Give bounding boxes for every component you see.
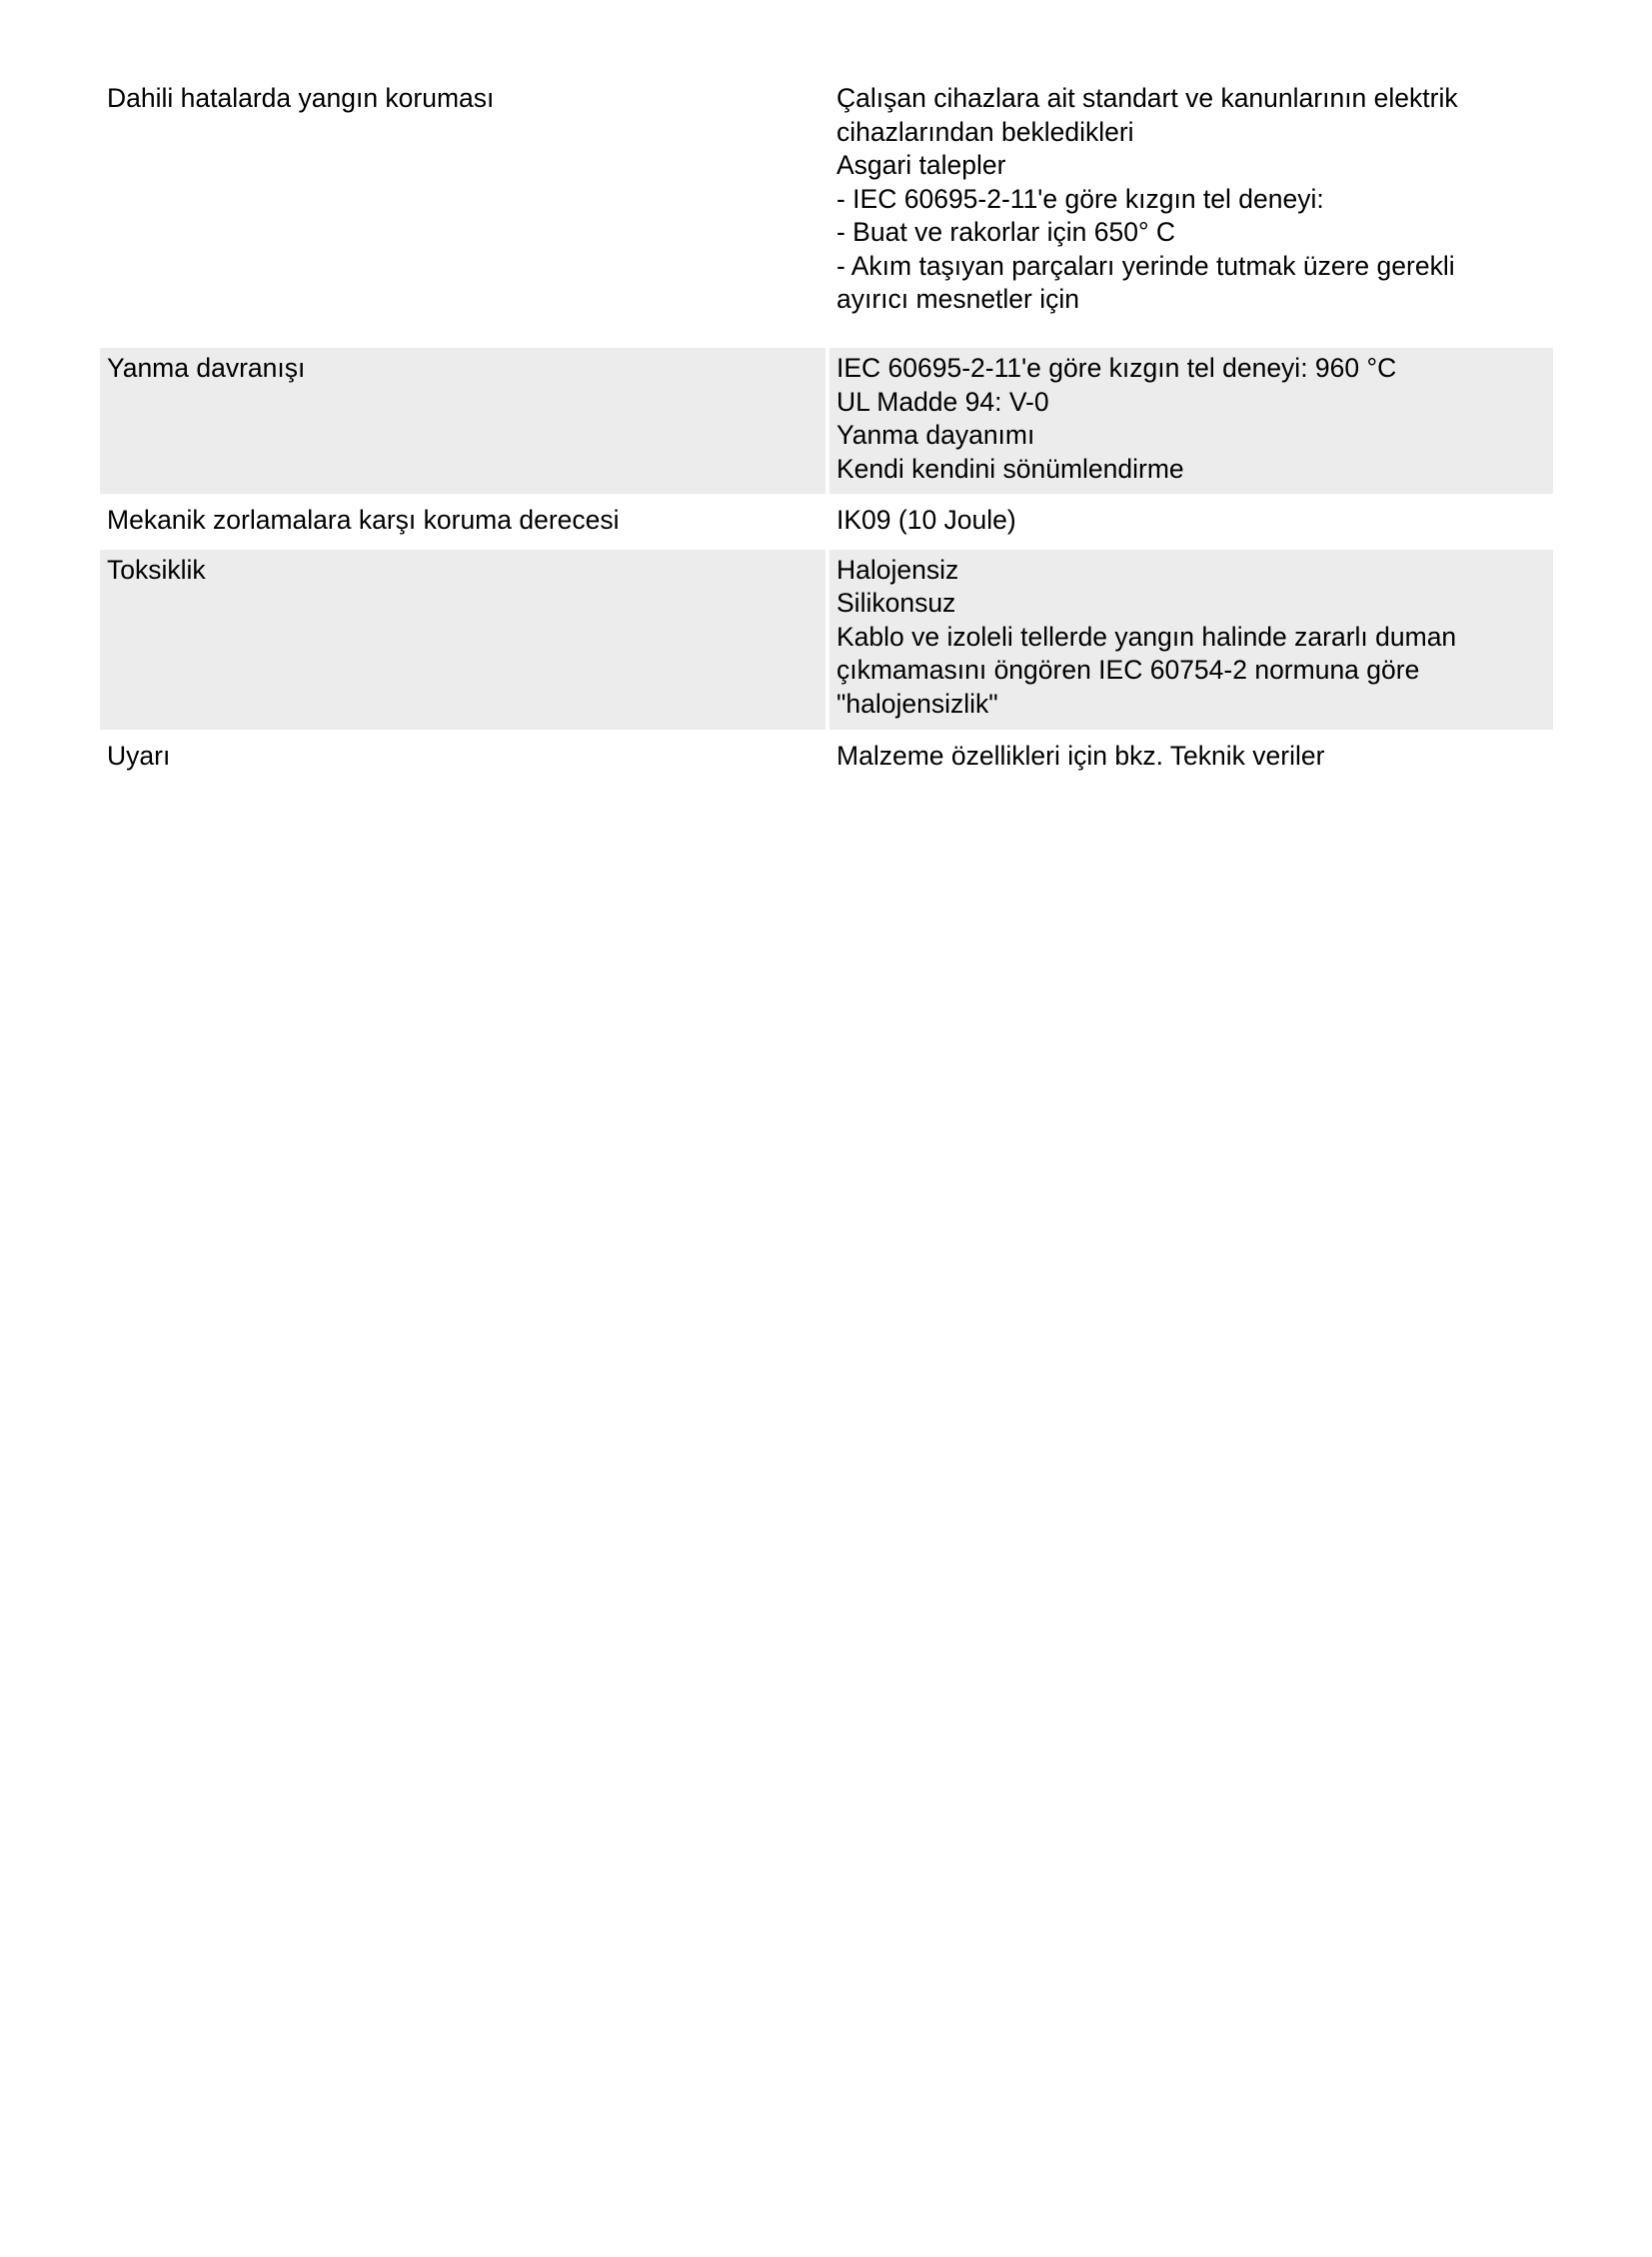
table-row — [100, 348, 1553, 494]
table-row — [100, 736, 1553, 780]
value-line: Kendi kendini sönümlendirme — [836, 453, 1184, 484]
value-line: IEC 60695-2-11'e göre kızgın tel deneyi: 960 °C — [836, 353, 1397, 383]
value-line: Kablo ve izoleli tellerde yangın halinde zararlı duman — [836, 621, 1457, 652]
spec-table — [100, 78, 1553, 785]
value-line: Silikonsuz — [836, 588, 956, 618]
row-label: Toksiklik — [100, 550, 826, 730]
value-line: Asgari talepler — [836, 150, 1006, 180]
value-line: Çalışan cihazlara ait standart ve kanunlarının elektrik — [836, 83, 1458, 113]
value-line: IK09 (10 Joule) — [836, 505, 1016, 535]
row-value — [829, 78, 1553, 342]
table-row — [100, 500, 1553, 544]
value-line: - IEC 60695-2-11'e göre kızgın tel deneyi: — [836, 183, 1324, 214]
value-line: cihazlarından bekledikleri — [836, 116, 1134, 147]
value-line: çıkmamasını öngören IEC 60754-2 normuna göre — [836, 655, 1420, 685]
value-line: Malzeme özellikleri için bkz. Teknik veriler — [836, 740, 1325, 771]
value-line: "halojensizlik" — [836, 688, 998, 719]
value-line: - Akım taşıyan parçaları yerinde tutmak üzere gerekli — [836, 250, 1455, 281]
table-row — [100, 550, 1553, 730]
row-label: Uyarı — [107, 740, 171, 771]
row-value — [829, 500, 1553, 544]
row-label: Yanma davranışı — [100, 348, 826, 494]
value-line: UL Madde 94: V-0 — [836, 386, 1049, 417]
row-value — [829, 550, 1553, 730]
value-line: ayırıcı mesnetler için — [836, 284, 1079, 314]
value-line: Halojensiz — [836, 554, 959, 585]
value-line: Yanma dayanımı — [836, 420, 1035, 450]
row-label: Mekanik zorlamalara karşı koruma derecesi — [107, 505, 620, 535]
table-row — [100, 78, 1553, 342]
row-value — [829, 348, 1553, 494]
row-label: Dahili hatalarda yangın koruması — [107, 83, 495, 113]
value-line: - Buat ve rakorlar için 650° C — [836, 217, 1176, 247]
row-value — [829, 736, 1553, 780]
